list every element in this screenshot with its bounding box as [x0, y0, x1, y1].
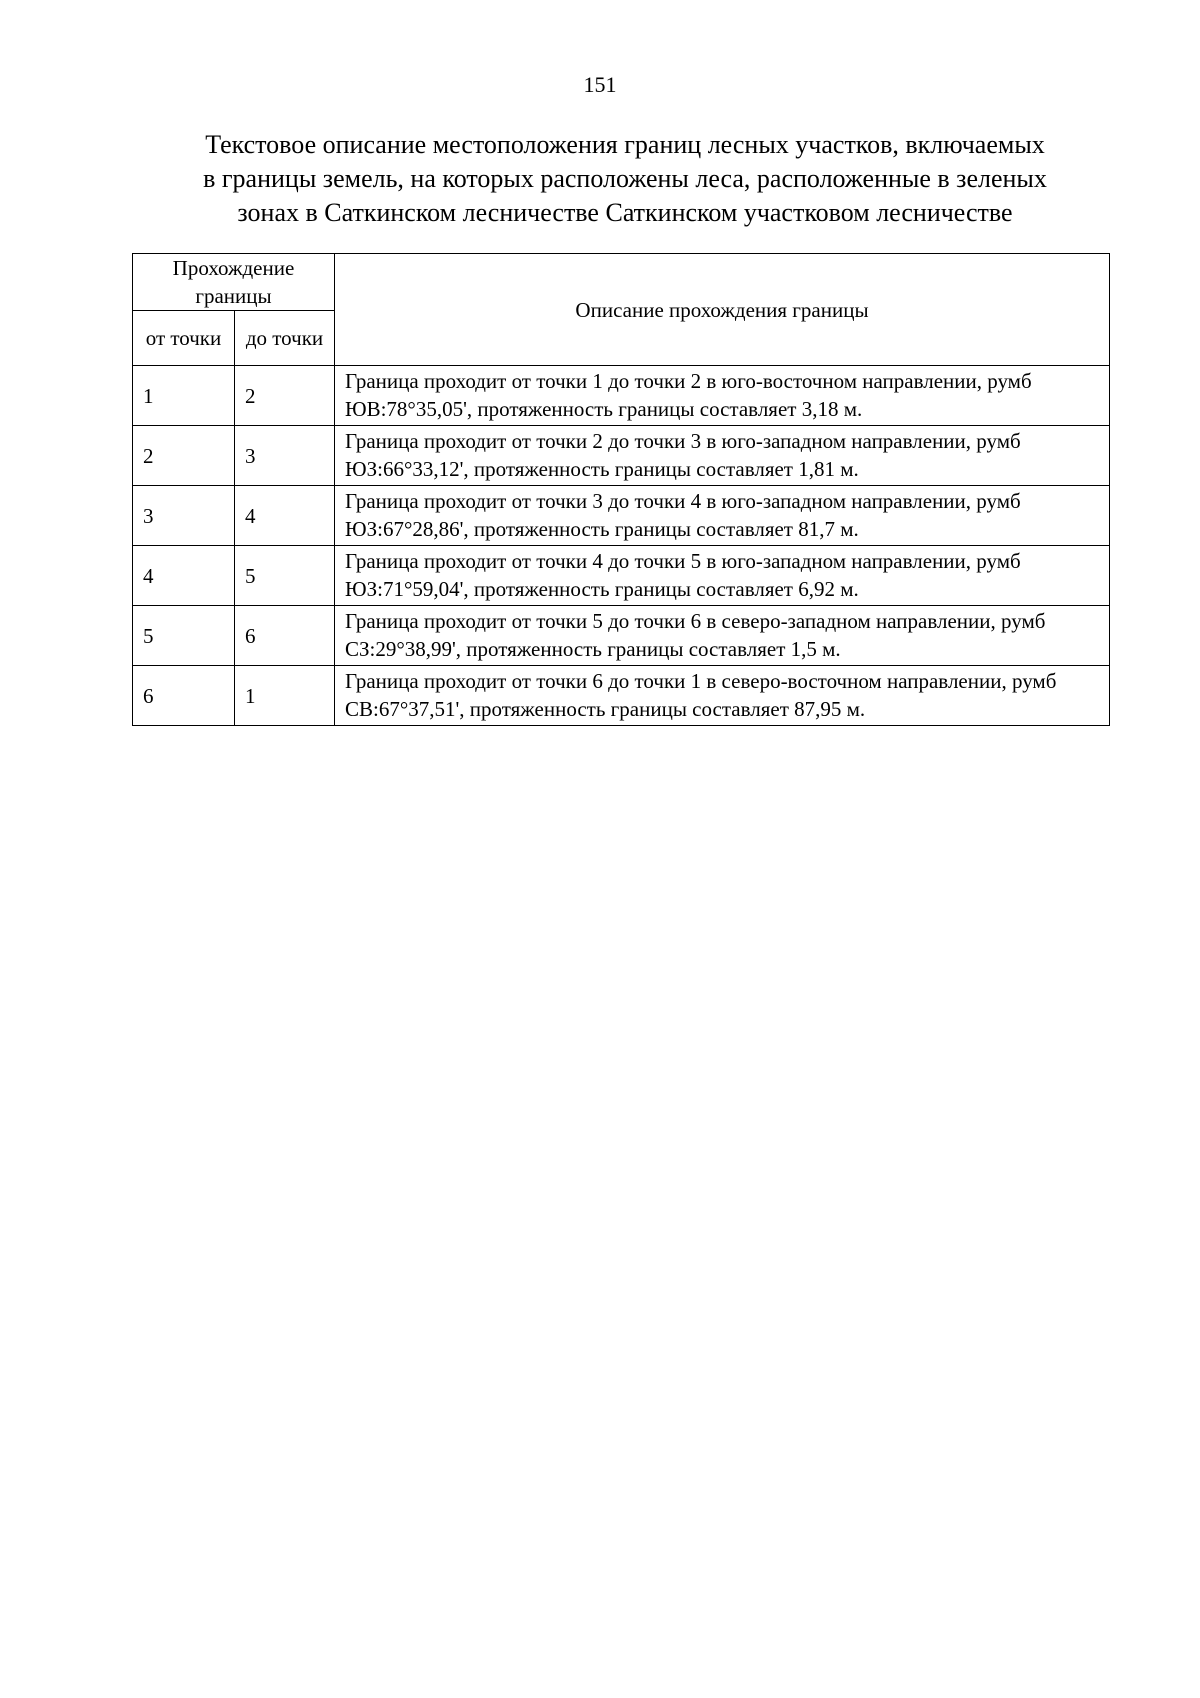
header-description: Описание прохождения границы: [335, 254, 1110, 366]
description-cell: Граница проходит от точки 1 до точки 2 в юго-восточном направлении, румб ЮВ:78°35,05', протяженность границы составляет 3,18 м.: [335, 366, 1110, 426]
title-line: зонах в Саткинском лесничестве Саткинском участковом лесничестве: [237, 198, 1013, 227]
header-from-point: от точки: [133, 311, 235, 366]
table-row: [133, 426, 1110, 486]
from-point-cell: 2: [133, 426, 235, 486]
description-cell: Граница проходит от точки 2 до точки 3 в юго-западном направлении, румб ЮЗ:66°33,12', протяженность границы составляет 1,81 м.: [335, 426, 1110, 486]
header-to-point: до точки: [235, 311, 335, 366]
to-point-cell: 2: [235, 366, 335, 426]
table-row: [133, 546, 1110, 606]
boundary-table: [132, 253, 1110, 726]
to-point-cell: 6: [235, 606, 335, 666]
description-cell: Граница проходит от точки 4 до точки 5 в юго-западном направлении, румб ЮЗ:71°59,04', протяженность границы составляет 6,92 м.: [335, 546, 1110, 606]
header-boundary-passage: Прохождение границы: [133, 254, 335, 311]
to-point-cell: 3: [235, 426, 335, 486]
table-body: [133, 366, 1110, 726]
from-point-cell: 5: [133, 606, 235, 666]
title-line: в границы земель, на которых расположены леса, расположенные в зеленых: [203, 164, 1047, 193]
description-cell: Граница проходит от точки 5 до точки 6 в северо-западном направлении, румб СЗ:29°38,99', протяженность границы составляет 1,5 м.: [335, 606, 1110, 666]
description-cell: Граница проходит от точки 3 до точки 4 в юго-западном направлении, румб ЮЗ:67°28,86', протяженность границы составляет 81,7 м.: [335, 486, 1110, 546]
to-point-cell: 5: [235, 546, 335, 606]
to-point-cell: 1: [235, 666, 335, 726]
table-header: [133, 254, 1110, 366]
table-row: [133, 666, 1110, 726]
to-point-cell: 4: [235, 486, 335, 546]
table-row: [133, 366, 1110, 426]
table-row: [133, 606, 1110, 666]
title-line: Текстовое описание местоположения границ лесных участков, включаемых: [205, 130, 1045, 159]
from-point-cell: 6: [133, 666, 235, 726]
page-number: 151: [583, 72, 617, 97]
document-title: [150, 128, 1100, 230]
description-cell: Граница проходит от точки 6 до точки 1 в северо-восточном направлении, румб СВ:67°37,51', протяженность границы составляет 87,95 м.: [335, 666, 1110, 726]
from-point-cell: 1: [133, 366, 235, 426]
table-row: [133, 486, 1110, 546]
from-point-cell: 3: [133, 486, 235, 546]
from-point-cell: 4: [133, 546, 235, 606]
